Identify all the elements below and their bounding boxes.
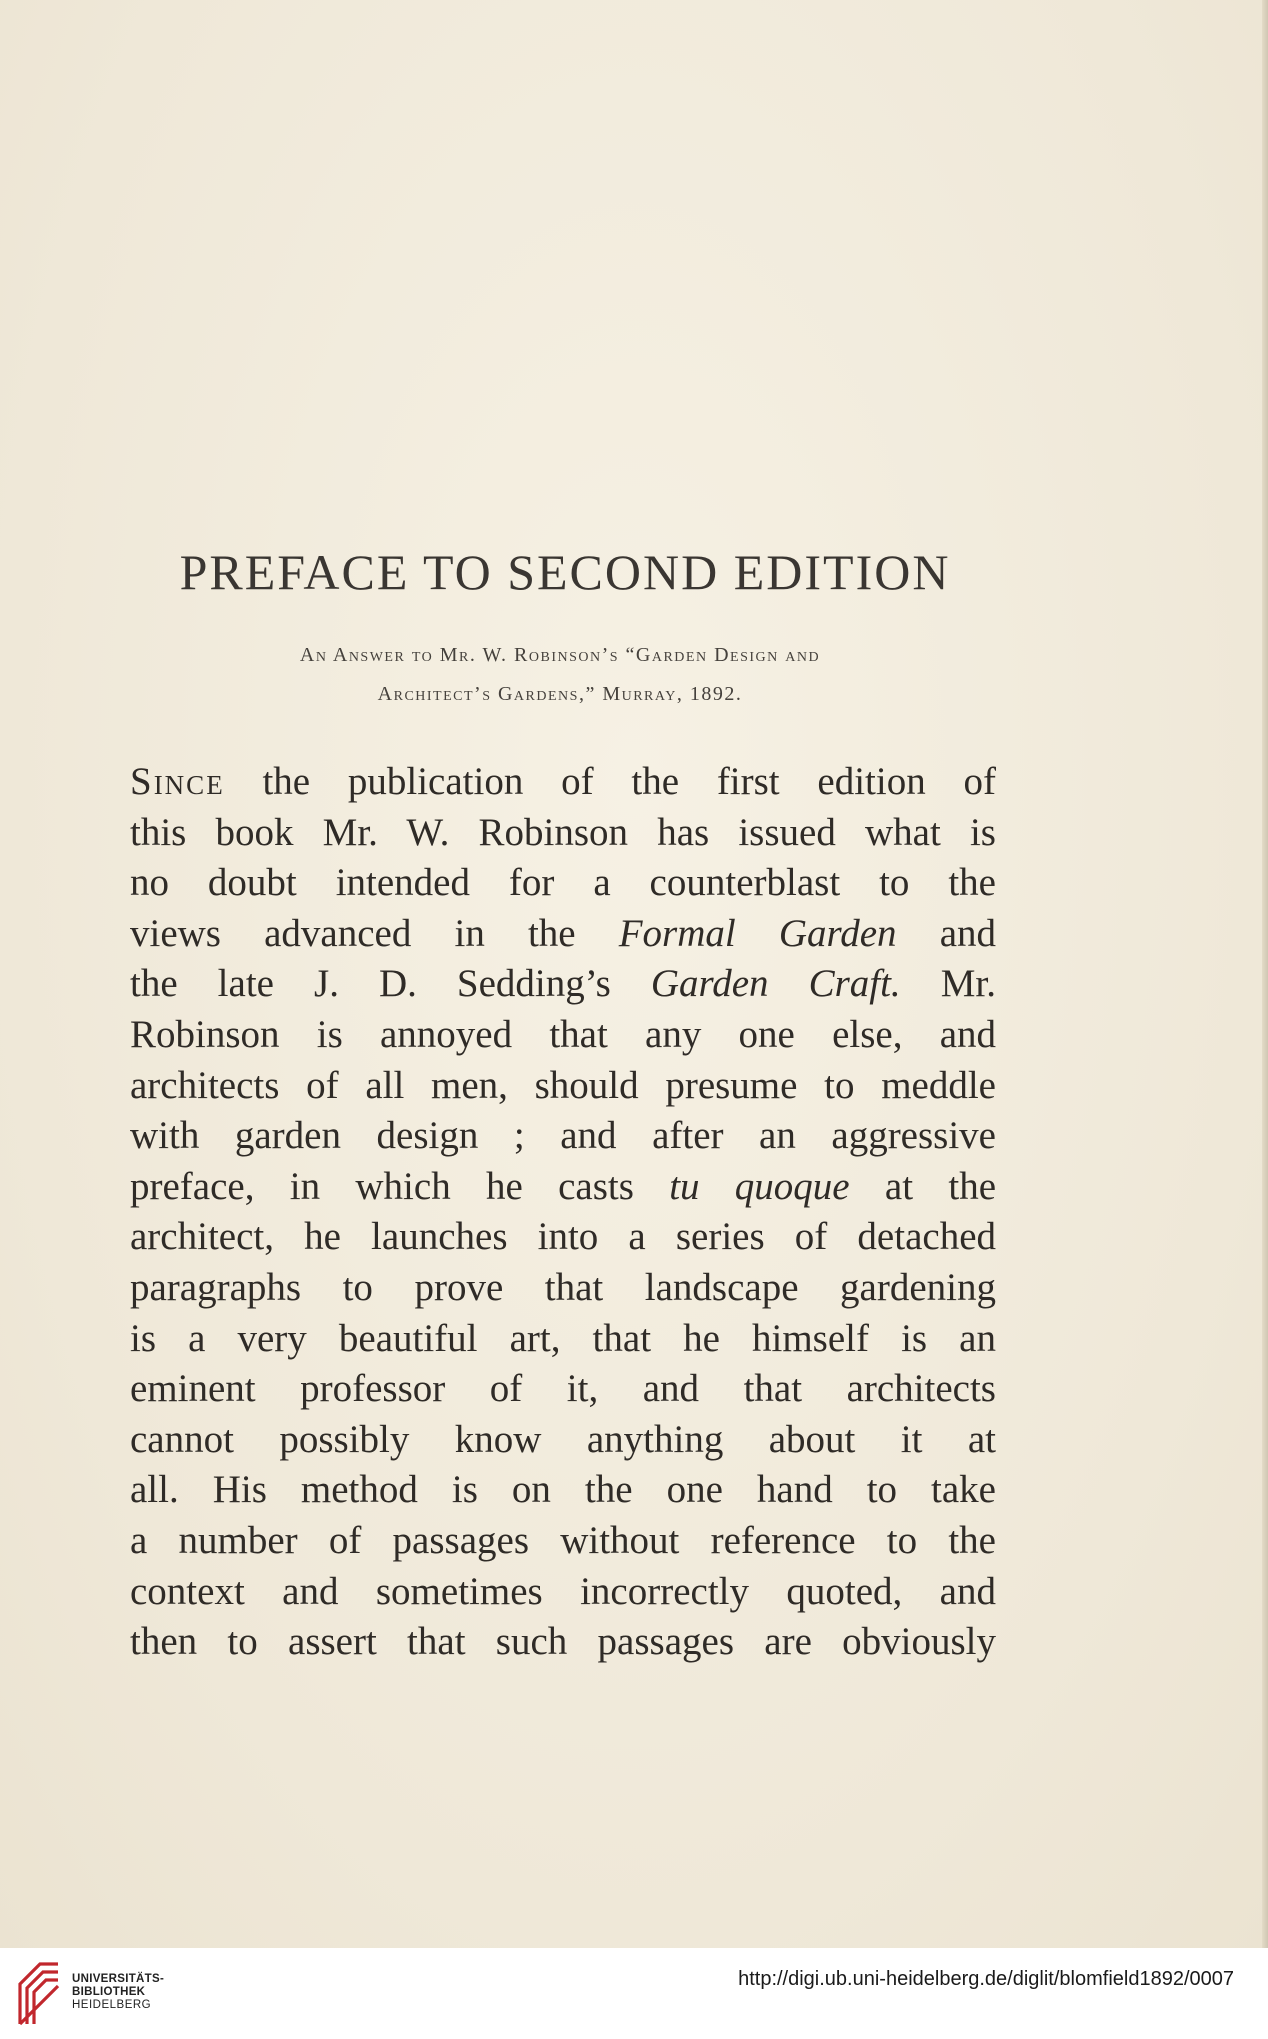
library-name-line-3: HEIDELBERG (72, 1999, 152, 2011)
page-edge (1262, 0, 1268, 1948)
body-line-12: is a very beautiful art, that he himself is an (130, 1316, 996, 1360)
drop-word: Since (130, 760, 225, 803)
body-line-17: context and sometimes incorrectly quoted, and (130, 1569, 996, 1613)
italic-garden-craft: Garden Craft. (650, 962, 901, 1006)
body-line-11: paragraphs to prove that landscape gardening (130, 1265, 996, 1309)
body-line-14: cannot possibly know anything about it at (130, 1417, 996, 1461)
footer-bar (0, 1948, 1268, 2039)
body-line-13: eminent professor of it, and that architects (130, 1367, 996, 1411)
body-line-9-text: preface, in which he casts (130, 1164, 634, 1208)
body-line-15: all. His method is on the one hand to take (130, 1468, 996, 1512)
heidelberg-library-logo-icon (16, 1960, 62, 2028)
body-line-6: Robinson is annoyed that any one else, and (130, 1012, 996, 1056)
body-line-1-text: the publication of the first edition of (262, 760, 996, 803)
italic-formal-garden: Formal Garden (618, 911, 897, 955)
body-line-7: architects of all men, should presume to meddle (130, 1063, 996, 1107)
body-line-4-text: views advanced in the (130, 911, 576, 955)
italic-tu-quoque: tu quoque (669, 1164, 850, 1208)
body-line-10: architect, he launches into a series of detached (130, 1215, 996, 1259)
body-text (130, 757, 996, 1668)
body-line-5 (130, 959, 996, 1010)
library-name (72, 1973, 164, 2012)
body-line-3: no doubt intended for a counterblast to the (130, 861, 996, 905)
library-name-line-2: BIBLIOTHEK (72, 1986, 146, 1998)
body-line-8: with garden design ; and after an aggressive (130, 1114, 996, 1158)
body-line-9-end: at the (884, 1164, 996, 1208)
subtitle-line-1: An Answer to Mr. W. Robinson’s “Garden Design and (299, 644, 821, 666)
body-line-5-text: the late J. D. Sedding’s (130, 962, 611, 1006)
body-line-16: a number of passages without reference to the (130, 1518, 996, 1562)
subtitle-line-2: Architect’s Gardens,” Murray, 1892. (377, 683, 743, 705)
source-url[interactable]: http://digi.ub.uni-heidelberg.de/diglit/blomfield1892/0007 (738, 1968, 1234, 1990)
body-line-18: then to assert that such passages are obviously (130, 1620, 996, 1664)
library-name-line-1: UNIVERSITÄTS- (72, 1973, 165, 1985)
body-line-1 (130, 757, 996, 808)
page-title: PREFACE TO SECOND EDITION (179, 544, 951, 600)
body-line-2: this book Mr. W. Robinson has issued what is (130, 810, 996, 854)
body-line-4 (130, 909, 996, 960)
body-line-9 (130, 1162, 996, 1213)
body-line-4-end: and (939, 911, 996, 955)
body-line-5-end: Mr. (940, 962, 996, 1006)
